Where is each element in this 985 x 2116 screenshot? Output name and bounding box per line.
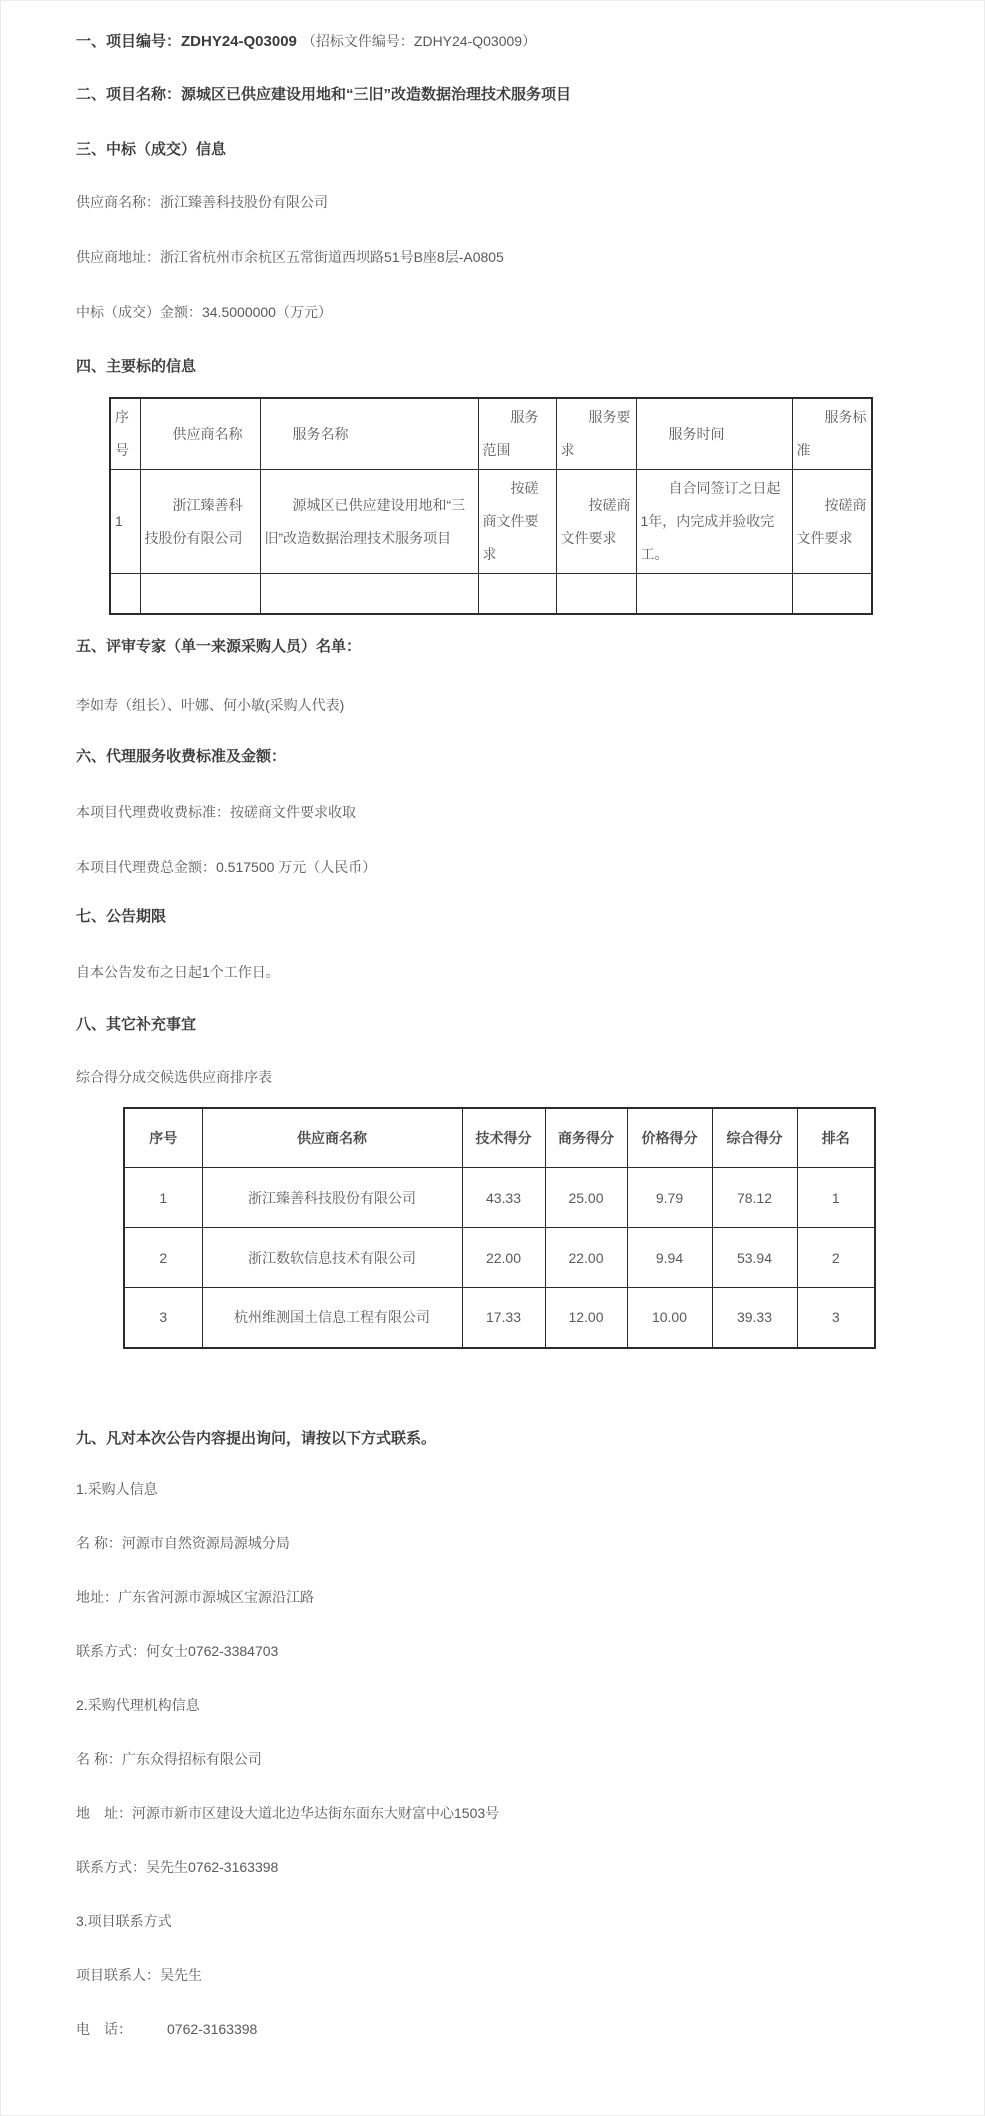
section-project-name: 二、项目名称：源城区已供应建设用地和“三旧”改造数据治理技术服务项目 [76, 86, 572, 103]
table-cell: 9.94 [627, 1228, 712, 1288]
table-cell: 25.00 [545, 1168, 627, 1228]
table-cell: 39.33 [712, 1288, 797, 1348]
table-header-cell: 技术得分 [462, 1108, 545, 1168]
main-subject-table [109, 397, 873, 615]
agency-name: 名 称：广东众得招标有限公司 [76, 1750, 262, 1767]
agency-address: 地 址：河源市新市区建设大道北边华达街东面东大财富中心1503号 [76, 1804, 500, 1821]
project-number: 一、项目编号：ZDHY24-Q03009 [76, 33, 297, 50]
award-supplier-address: 供应商地址：浙江省杭州市余杭区五常街道西坝路51号B座8层-A0805 [76, 249, 504, 265]
table-cell: 浙江数软信息技术有限公司 [202, 1228, 462, 1288]
table-cell [636, 574, 792, 614]
section-experts-heading: 五、评审专家（单一来源采购人员）名单： [76, 637, 362, 655]
table-header-cell: 综合得分 [712, 1108, 797, 1168]
table-row [124, 1228, 875, 1288]
tender-doc-number: （招标文件编号：ZDHY24-Q03009） [301, 33, 537, 49]
table-header-row [124, 1108, 875, 1168]
purchaser-name: 名 称：河源市自然资源局源城分局 [76, 1534, 290, 1551]
table-cell [792, 574, 872, 614]
table-row [124, 1168, 875, 1228]
table-cell: 自合同签订之日起1年，内完成并验收完工。 [636, 470, 792, 574]
score-ranking-table [123, 1107, 876, 1349]
table-row [124, 1288, 875, 1348]
section-main-subject-heading: 四、主要标的信息 [76, 358, 197, 375]
table-cell: 78.12 [712, 1168, 797, 1228]
table-cell: 3 [797, 1288, 875, 1348]
section-agency-fee-heading: 六、代理服务收费标准及金额： [76, 747, 287, 765]
section-award-info-heading: 三、中标（成交）信息 [76, 141, 227, 158]
agency-info-title: 2.采购代理机构信息 [76, 1696, 200, 1713]
table-cell [556, 574, 636, 614]
purchaser-address: 地址：广东省河源市源城区宝源沿江路 [76, 1588, 314, 1605]
table-cell: 22.00 [545, 1228, 627, 1288]
table-cell: 2 [124, 1228, 202, 1288]
table-cell: 43.33 [462, 1168, 545, 1228]
table-cell [260, 574, 478, 614]
table-row [110, 470, 872, 574]
award-amount: 中标（成交）金额：34.5000000（万元） [76, 304, 332, 320]
project-contact-title: 3.项目联系方式 [76, 1912, 172, 1929]
score-table-title: 综合得分成交候选供应商排序表 [76, 1068, 272, 1085]
table-cell: 1 [124, 1168, 202, 1228]
table-cell: 9.79 [627, 1168, 712, 1228]
experts-names: 李如寿（组长）、叶娜、何小敏(采购人代表) [76, 696, 345, 713]
table-cell: 1 [110, 470, 140, 574]
table-cell: 17.33 [462, 1288, 545, 1348]
table-header-cell: 序号 [124, 1108, 202, 1168]
agency-fee-total: 本项目代理费总金额：0.517500 万元（人民币） [76, 858, 377, 875]
table-header-cell: 商务得分 [545, 1108, 627, 1168]
table-header-cell: 价格得分 [627, 1108, 712, 1168]
table-cell [110, 574, 140, 614]
table-header-cell: 服务范围 [478, 398, 556, 470]
purchaser-info-title: 1.采购人信息 [76, 1480, 158, 1497]
table-header-cell: 服务名称 [260, 398, 478, 470]
section-supplement-heading: 八、其它补充事宜 [76, 1015, 197, 1033]
table-cell [478, 574, 556, 614]
table-cell: 12.00 [545, 1288, 627, 1348]
table-cell: 2 [797, 1228, 875, 1288]
table-cell: 按磋商文件要求 [792, 470, 872, 574]
section-notice-period-heading: 七、公告期限 [76, 907, 167, 925]
table-empty-row [110, 574, 872, 614]
table-cell: 浙江臻善科技股份有限公司 [202, 1168, 462, 1228]
table-header-cell: 供应商名称 [140, 398, 260, 470]
project-contact-person: 项目联系人：吴先生 [76, 1966, 202, 1983]
table-cell: 按磋商文件要求 [478, 470, 556, 574]
table-header-cell: 供应商名称 [202, 1108, 462, 1168]
table-cell: 3 [124, 1288, 202, 1348]
table-cell [140, 574, 260, 614]
table-cell: 杭州维测国土信息工程有限公司 [202, 1288, 462, 1348]
agency-contact: 联系方式：吴先生0762-3163398 [76, 1858, 279, 1875]
table-header-cell: 排名 [797, 1108, 875, 1168]
agency-fee-standard: 本项目代理费收费标准：按磋商文件要求收取 [76, 803, 356, 820]
table-cell: 22.00 [462, 1228, 545, 1288]
purchaser-contact: 联系方式：何女士0762-3384703 [76, 1642, 279, 1659]
table-cell: 按磋商文件要求 [556, 470, 636, 574]
table-cell: 10.00 [627, 1288, 712, 1348]
section-project-number [76, 31, 909, 52]
table-cell: 53.94 [712, 1228, 797, 1288]
table-header-cell: 服务时间 [636, 398, 792, 470]
project-contact-phone: 电 话： 0762-3163398 [76, 2020, 258, 2037]
section-contact-heading: 九、凡对本次公告内容提出询问，请按以下方式联系。 [76, 1429, 437, 1447]
table-cell: 源城区已供应建设用地和“三旧”改造数据治理技术服务项目 [260, 470, 478, 574]
table-cell: 浙江臻善科技股份有限公司 [140, 470, 260, 574]
table-cell: 1 [797, 1168, 875, 1228]
table-header-cell: 服务标准 [792, 398, 872, 470]
award-supplier-name: 供应商名称：浙江臻善科技股份有限公司 [76, 194, 328, 210]
table-header-row [110, 398, 872, 470]
table-header-cell: 服务要求 [556, 398, 636, 470]
table-header-cell: 序号 [110, 398, 140, 470]
notice-period-text: 自本公告发布之日起1个工作日。 [76, 963, 280, 980]
